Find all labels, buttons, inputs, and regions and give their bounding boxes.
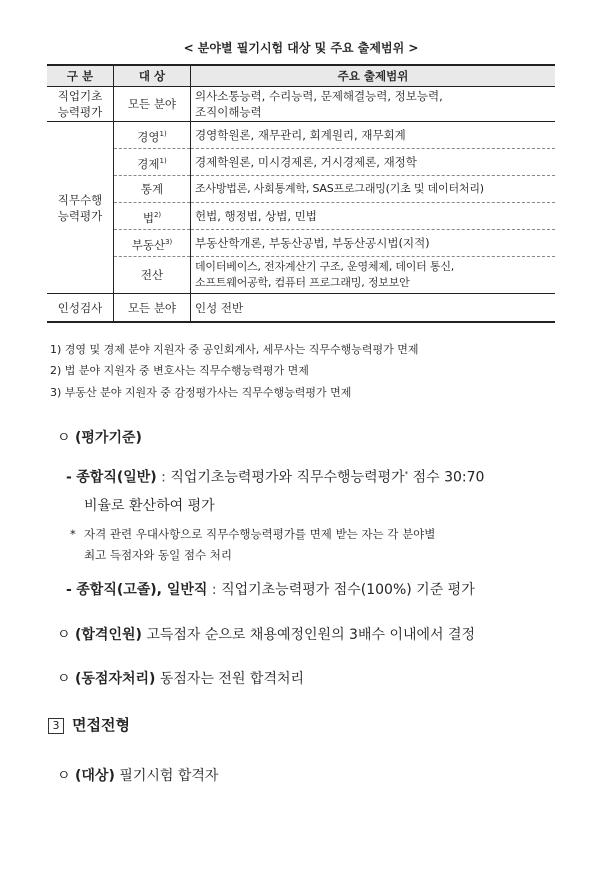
table-row <box>47 176 555 203</box>
scope-personality: 인성 전반 <box>191 294 556 323</box>
field-cell <box>114 149 191 176</box>
eval-item-label: 종합직(일반) <box>76 469 157 486</box>
footnote-ref: 2) <box>153 210 162 219</box>
footnote-ref: 1) <box>159 129 167 138</box>
scope-basic <box>191 87 556 122</box>
bullet-icon: ㅇ <box>57 671 71 687</box>
scope-basic-line1: 의사소통능력, 수리능력, 문제해결능력, 정보능력, <box>195 89 443 103</box>
table-row <box>47 203 555 230</box>
eval-criteria-heading <box>57 427 142 447</box>
bullet-icon: ㅇ <box>57 627 71 643</box>
scope-cell: 경영학원론, 재무관리, 회계원리, 재무회계 <box>191 122 556 149</box>
note-line1: 자격 관련 우대사항으로 직무수행능력평가를 면제 받는 자는 각 분야별 <box>84 527 436 541</box>
note-line2: 최고 득점자와 동일 점수 처리 <box>84 548 232 562</box>
interview-heading-label: 면접전형 <box>72 716 130 734</box>
scope-cell: 조사방법론, 사회통계학, SAS프로그래밍(기초 및 데이터처리) <box>191 176 556 203</box>
bullet-icon: ㅇ <box>57 430 71 446</box>
colon: : <box>211 582 217 598</box>
table-row <box>47 122 555 149</box>
field-cell <box>114 230 191 257</box>
field-label: 부동산 <box>131 237 166 252</box>
exam-scope-table <box>47 64 555 323</box>
category-job-line2: 능력평가 <box>57 208 103 223</box>
bullet-icon: ㅇ <box>57 768 71 784</box>
field-all: 모든 분야 <box>114 294 191 323</box>
table-header-row <box>47 65 555 87</box>
footnote-3: 3) 부동산 분야 지원자 중 감정평가사는 직무수행능력평가 면제 <box>50 386 352 399</box>
field-label: 경영 <box>137 129 160 144</box>
field-label: 경제 <box>137 156 160 171</box>
eval-item-text: 직업기초능력평가와 직무수행능력평가 <box>170 469 405 486</box>
scope-line: 소프트웨어공학, 컴퓨터 프로그래밍, 정보보안 <box>195 276 410 289</box>
pass-count-section <box>57 624 475 644</box>
category-job-line1: 직무수행 <box>57 192 103 207</box>
table-row-basic <box>47 87 555 122</box>
dash-marker: - <box>66 582 72 598</box>
header-target: 대 상 <box>114 65 191 87</box>
tie-label: (동점자처리) <box>75 671 156 687</box>
field-all: 모든 분야 <box>114 87 191 122</box>
pass-label: (합격인원) <box>75 627 142 643</box>
interview-target-text: 필기시험 합격자 <box>119 768 219 784</box>
footnote-1: 1) 경영 및 경제 분야 지원자 중 공인회계사, 세무사는 직무수행능력평가 면제 <box>50 343 419 356</box>
field-cell <box>114 122 191 149</box>
eval-item-text: 직업기초능력평가 점수(100%) 기준 평가 <box>221 582 475 598</box>
field-label: 전산 <box>140 268 164 282</box>
dash-marker: - <box>66 469 72 486</box>
scope-line: 데이터베이스, 전자계산기 구조, 운영체제, 데이터 통신, <box>195 260 455 273</box>
tie-section <box>57 668 304 688</box>
scope-basic-line2: 조직이해능력 <box>195 105 262 119</box>
scope-cell: 헌법, 행정법, 상법, 민법 <box>191 203 556 230</box>
table-row <box>47 230 555 257</box>
table-row <box>47 149 555 176</box>
field-cell <box>114 203 191 230</box>
eval-item-label: 종합직(고졸), 일반직 <box>76 582 208 598</box>
eval-item-general <box>66 460 556 520</box>
field-label: 법 <box>142 210 154 225</box>
header-scope: 주요 출제범위 <box>191 65 556 87</box>
interview-heading <box>48 714 130 735</box>
table-row-personality <box>47 294 555 323</box>
scope-cell: 부동산학개론, 부동산공법, 부동산공시법(지적) <box>191 230 556 257</box>
category-job <box>47 122 114 294</box>
category-basic-line2: 능력평가 <box>57 105 103 119</box>
pass-text: 고득점자 순으로 채용예정인원의 3배수 이내에서 결정 <box>146 627 476 643</box>
eval-item-text-ratio: 점수 30:70 <box>408 469 485 486</box>
colon: : <box>161 469 166 486</box>
scope-cell <box>191 257 556 294</box>
interview-target-label: (대상) <box>75 768 115 784</box>
section-number-box: 3 <box>48 718 64 734</box>
footnote-ref: 3) <box>165 237 173 246</box>
table-row <box>47 257 555 294</box>
eval-item-highschool <box>66 576 556 604</box>
footnote-2: 2) 법 분야 지원자 중 변호사는 직무수행능력평가 면제 <box>50 364 309 377</box>
eval-note <box>70 524 560 566</box>
category-basic-line1: 직업기초 <box>57 89 103 103</box>
footnote-ref: 1) <box>159 156 167 165</box>
field-cell <box>114 176 191 203</box>
field-label: 통계 <box>140 182 164 196</box>
header-category: 구 분 <box>47 65 114 87</box>
eval-heading-label: (평가기준) <box>75 430 142 446</box>
category-basic <box>47 87 114 122</box>
asterisk-marker: * <box>70 527 76 541</box>
eval-item-line2: 비율로 환산하여 평가 <box>84 497 215 514</box>
tie-text: 동점자는 전원 합격처리 <box>159 671 305 687</box>
category-personality: 인성검사 <box>47 294 114 323</box>
field-cell <box>114 257 191 294</box>
interview-target-section <box>57 765 218 785</box>
table-title: < 분야별 필기시험 대상 및 주요 출제범위 > <box>183 41 419 55</box>
asterisk-ref: * <box>404 470 409 478</box>
scope-cell: 경제학원론, 미시경제론, 거시경제론, 재정학 <box>191 149 556 176</box>
